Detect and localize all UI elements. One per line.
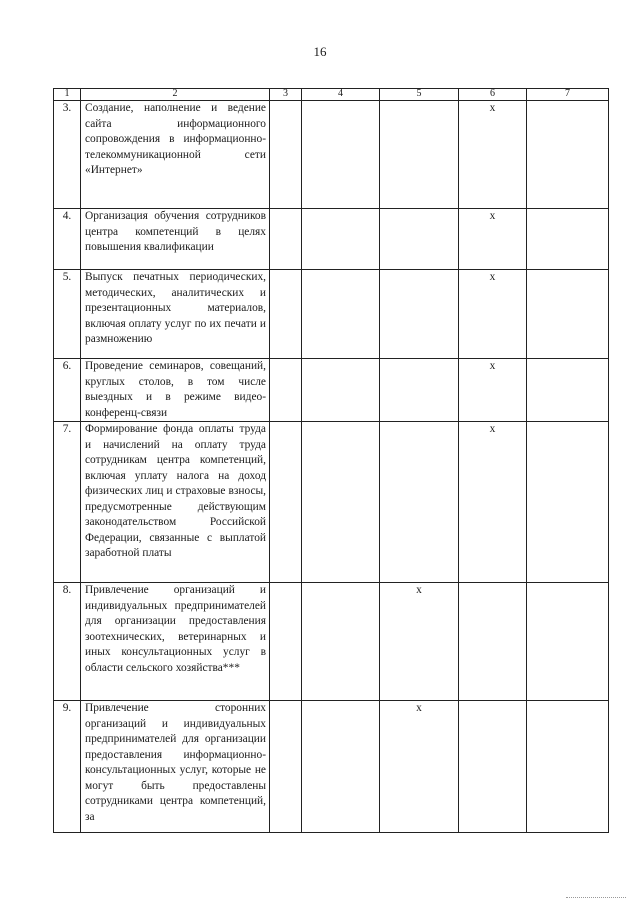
page-number: 16 [313, 44, 327, 59]
row-description: Выпуск печатных периодических, методических, аналитических и презентационных материалов, включая оплату услуг по их печати и размножению [81, 270, 270, 359]
mark-cell [270, 583, 302, 701]
row-description: Привлечение сторонних организаций и индивидуальных предпринимателей для организации предоставления информационно-консультационных услуг, которые не могут быть предоставлены сотрудниками центра компетенций, за [81, 701, 270, 833]
mark-cell: x [380, 701, 459, 833]
header-cell: 4 [302, 89, 380, 101]
table-row [54, 583, 609, 701]
table-header-row [54, 89, 609, 101]
mark-cell [527, 270, 609, 359]
mark-cell [527, 583, 609, 701]
mark-cell [380, 270, 459, 359]
row-description: Проведение семинаров, совещаний, круглых столов, в том числе выездных и в режиме видео-конференц-связи [81, 359, 270, 422]
mark-cell [380, 422, 459, 583]
mark-cell [302, 270, 380, 359]
mark-cell [527, 101, 609, 209]
mark-cell: x [459, 101, 527, 209]
mark-cell [302, 422, 380, 583]
mark-cell [302, 583, 380, 701]
mark-cell [527, 359, 609, 422]
mark-cell [302, 101, 380, 209]
mark-cell [380, 359, 459, 422]
table-row [54, 701, 609, 833]
row-number: 7. [54, 422, 81, 583]
table-row [54, 101, 609, 209]
mark-cell [270, 209, 302, 270]
mark-cell: x [459, 359, 527, 422]
row-number: 6. [54, 359, 81, 422]
mark-cell [270, 270, 302, 359]
mark-cell [302, 209, 380, 270]
mark-cell [527, 701, 609, 833]
header-cell: 2 [81, 89, 270, 101]
mark-cell [302, 359, 380, 422]
mark-cell: x [459, 270, 527, 359]
row-description: Создание, наполнение и ведение сайта информационного сопровождения в информационно-телекоммуникационной сети «Интернет» [81, 101, 270, 209]
mark-cell [380, 209, 459, 270]
row-description: Привлечение организаций и индивидуальных предпринимателей для организации предоставления зоотехнических, ветеринарных и иных консультационных услуг в области сельского хозяйства*** [81, 583, 270, 701]
table-row [54, 422, 609, 583]
row-number: 9. [54, 701, 81, 833]
header-cell: 5 [380, 89, 459, 101]
row-description: Формирование фонда оплаты труда и начислений на оплату труда сотрудникам центра компетенций, включая уплату налога на доход физических лиц и страховые взносы, предусмотренные действующим законодательством Российской Федерации, связанные с выплатой заработной платы [81, 422, 270, 583]
row-number: 3. [54, 101, 81, 209]
row-number: 4. [54, 209, 81, 270]
mark-cell [380, 101, 459, 209]
mark-cell [302, 701, 380, 833]
mark-cell [270, 701, 302, 833]
table-row [54, 209, 609, 270]
header-cell: 1 [54, 89, 81, 101]
row-description: Организация обучения сотрудников центра компетенций в целях повышения квалификации [81, 209, 270, 270]
table-row [54, 359, 609, 422]
mark-cell [527, 209, 609, 270]
mark-cell: x [459, 422, 527, 583]
mark-cell [459, 583, 527, 701]
table-row [54, 270, 609, 359]
activities-table [53, 88, 609, 833]
mark-cell [459, 701, 527, 833]
mark-cell [270, 422, 302, 583]
header-cell: 6 [459, 89, 527, 101]
mark-cell [527, 422, 609, 583]
header-cell: 7 [527, 89, 609, 101]
header-cell: 3 [270, 89, 302, 101]
row-number: 8. [54, 583, 81, 701]
mark-cell: x [459, 209, 527, 270]
scan-artifact-line [566, 897, 626, 899]
mark-cell [270, 359, 302, 422]
row-number: 5. [54, 270, 81, 359]
mark-cell: x [380, 583, 459, 701]
mark-cell [270, 101, 302, 209]
